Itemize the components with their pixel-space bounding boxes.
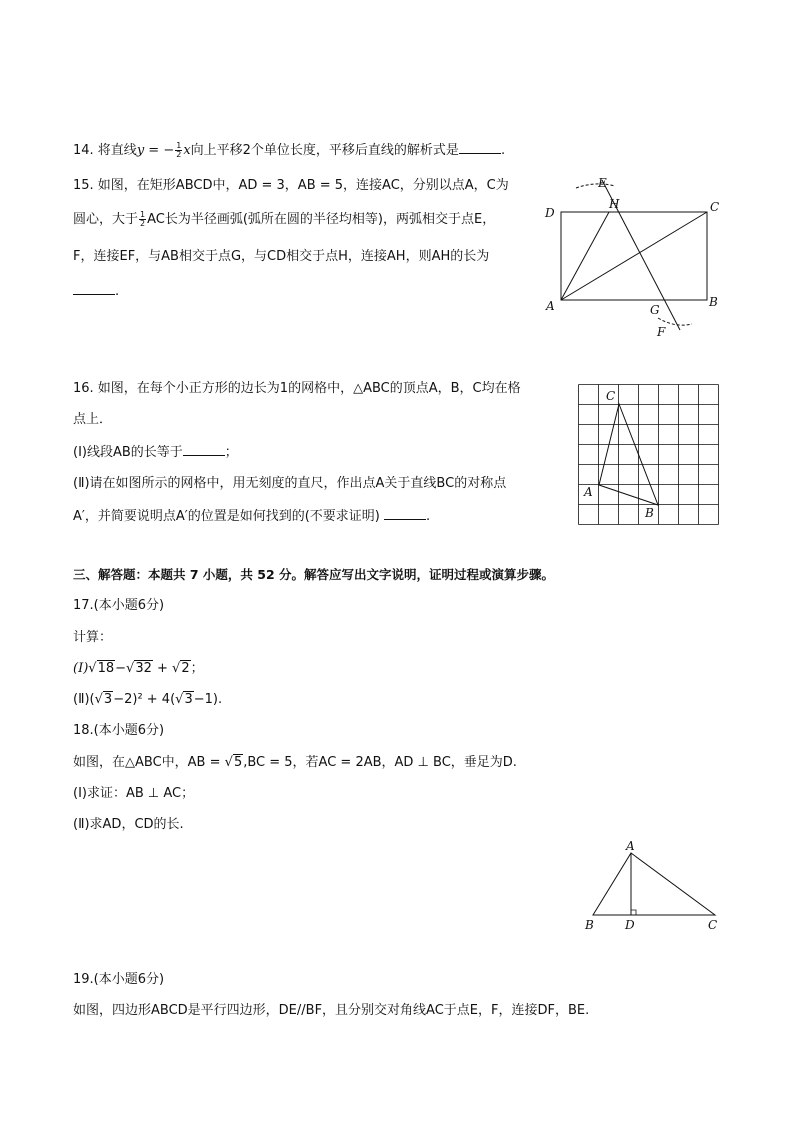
q15-text-b: AC长为半径画弧(弧所在圆的半径均相等)，两弧相交于点E， [147, 212, 496, 227]
q15-line-4 [73, 282, 119, 301]
q14-frac-num: 1 [176, 141, 182, 150]
q16-text-a: (I)线段AB的长等于 [73, 445, 183, 460]
q17-p2-root-1: 3 [103, 692, 113, 707]
q16-label-c: C [606, 389, 616, 403]
q18-label-a: A [626, 839, 635, 853]
q16-grid-figure [578, 384, 720, 526]
q18-label-d: D [625, 918, 635, 932]
q17-p1-root-3: 2 [181, 661, 190, 676]
q15-label-h: H [609, 197, 620, 211]
q15-segment-ah [561, 212, 609, 300]
q18-right-angle-mark [631, 910, 636, 915]
q16-line-3 [73, 443, 238, 462]
q18-line-2: (I)求证：AB ⊥ AC； [73, 786, 195, 801]
q17-p1-plus: + [152, 661, 173, 676]
q16-answer-blank[interactable] [183, 443, 225, 456]
q18-line-1: 如图，在△ABC中，AB = √5,BC = 5，若AC = 2AB，AD ⊥ BC，垂足为D. [73, 755, 517, 770]
q17-part-2: (Ⅱ)(√3−2)² + 4(√3−1). [73, 692, 223, 707]
q17-p2-text-a: −2)² + 4( [113, 692, 176, 707]
q15-answer-blank[interactable] [73, 282, 115, 295]
q15-arc-e [576, 184, 615, 188]
q15-label-g: G [650, 303, 660, 317]
q14-equation: y = − [136, 143, 175, 158]
q19-title: 19.(本小题6分) [73, 972, 165, 987]
q15-fraction [139, 211, 146, 228]
q14-fraction [175, 142, 182, 159]
q16-end: . [425, 509, 431, 524]
q14-var-x: x [183, 143, 191, 158]
q17-part-1: (I)√18−√32 + √2； [73, 661, 204, 676]
q14-answer-blank[interactable] [459, 141, 501, 154]
q15-label-e: E [598, 176, 607, 190]
q15-label-c: C [710, 200, 720, 214]
q18-title: 18.(本小题6分) [73, 723, 165, 738]
q15-label-f: F [657, 325, 666, 339]
q14-end: . [500, 143, 506, 158]
q17-p2-text-b: −1). [193, 692, 223, 707]
q18-triangle-figure [582, 840, 722, 935]
q17-p1-minus: − [115, 661, 127, 676]
q18-text-a: 如图，在△ABC中，AB = [73, 755, 225, 770]
q18-triangle [593, 853, 715, 915]
q15-end: . [115, 284, 120, 299]
q14-line [73, 141, 505, 160]
q15-frac-den: 2 [140, 219, 146, 228]
q16-line-4: (Ⅱ)请在如图所示的网格中，用无刻度的直尺，作出点A关于直线BC的对称点 [73, 476, 507, 491]
q17-p1-label: (I) [73, 661, 89, 676]
q19-line-1: 如图，四边形ABCD是平行四边形，DE//BF，且分别交对角线AC于点E，F，连接DF，BE. [73, 1003, 590, 1018]
section-3-heading: 三、解答题：本题共 7 小题，共 52 分。解答应写出文字说明，证明过程或演算步骤。 [73, 567, 555, 582]
q15-diagonal-ac [561, 212, 707, 300]
q15-label-b: B [709, 295, 718, 309]
q17-p1-root-2: 32 [135, 661, 152, 676]
q15-line-1: 15. 如图，在矩形ABCD中，AD = 3，AB = 5，连接AC，分别以点A，C为 [73, 178, 509, 193]
q18-label-b: B [585, 918, 594, 932]
q17-title: 17.(本小题6分) [73, 598, 165, 613]
q16-text-5a: A′，并简要说明点A′的位置是如何找到的(不要求证明) [73, 509, 380, 524]
q18-line-3: (Ⅱ)求AD，CD的长. [73, 817, 184, 832]
q17-line-1: 计算： [73, 630, 113, 645]
q14-frac-den: 2 [176, 150, 182, 159]
q17-p1-end: ； [190, 661, 204, 676]
q17-p2-root-2: 3 [184, 692, 193, 707]
q16-line-5 [73, 507, 430, 526]
q16-label-b: B [645, 506, 654, 520]
q18-root: 5 [233, 755, 243, 770]
q16-line-1: 16. 如图，在每个小正方形的边长为1的网格中，△ABC的顶点A，B，C均在格 [73, 381, 521, 396]
q14-text: 14. 将直线 [73, 143, 137, 158]
q18-text-b: ,BC = 5，若AC = 2AB，AD ⊥ BC，垂足为D. [243, 755, 517, 770]
q15-frac-num: 1 [140, 210, 146, 219]
q16-grid [579, 385, 719, 525]
q16-triangle [599, 404, 658, 505]
q16-answer-blank-2[interactable] [384, 507, 426, 520]
q16-text-b: ； [224, 445, 238, 460]
q15-line-2 [73, 211, 495, 229]
q17-p2-label: (Ⅱ)( [73, 692, 95, 707]
q17-p1-root-1: 18 [97, 661, 115, 676]
q16-label-a: A [584, 485, 593, 499]
q14-text-post: 向上平移2个单位长度，平移后直线的解析式是 [190, 143, 459, 158]
q15-text-a: 圆心，大于 [73, 212, 139, 227]
q15-label-a: A [546, 299, 555, 313]
q18-label-c: C [708, 918, 718, 932]
q16-line-2: 点上． [73, 412, 113, 427]
q15-line-3: F，连接EF，与AB相交于点G，与CD相交于点H，连接AH，则AH的长为 [73, 249, 490, 264]
q15-label-d: D [545, 206, 555, 220]
q15-rectangle-figure [540, 170, 730, 345]
